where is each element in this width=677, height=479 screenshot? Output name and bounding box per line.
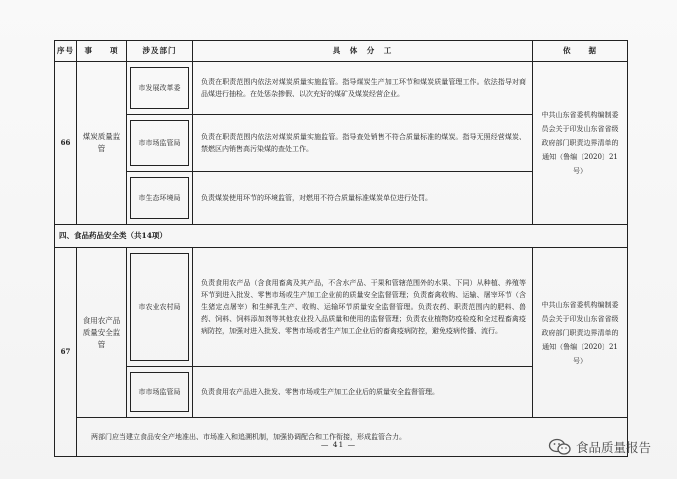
duty-text: 负责煤炭使用环节的环境监管，对燃用不符合质量标准煤炭单位进行处罚。 — [193, 172, 533, 225]
header-desc: 具 体 分 工 — [193, 41, 533, 62]
row-item: 煤炭质量监管 — [77, 62, 127, 225]
dept-label: 市发展改革委 — [130, 67, 189, 109]
section-title: 四、食品药品安全类（共14项） — [55, 225, 628, 248]
watermark-text: 食品质量报告 — [575, 440, 651, 455]
dept-label: 市市场监管局 — [130, 120, 189, 166]
row-item: 食用农产品质量安全监管 — [77, 248, 127, 418]
duty-text: 负责食用农产品进入批发、零售市场或生产加工企业后的质量安全监督管理。 — [193, 367, 533, 418]
dept-label: 市生态环境局 — [130, 177, 189, 219]
header-basis: 依 据 — [533, 41, 628, 62]
basis-text: 中共山东省委机构编制委员会关于印发山东省省级政府部门职责边界清单的通知（鲁编〔2020〕21号） — [533, 62, 628, 225]
responsibility-table — [54, 40, 628, 457]
section-heading-row — [55, 225, 628, 248]
table-row — [55, 418, 628, 457]
header-no: 序号 — [55, 41, 77, 62]
duty-text: 负责食用农产品（含食用畜禽及其产品，不含水产品、干果和管辖范围外的水果、下同）从种植、养殖等环节到进入批发、零售市场或生产加工企业前的质量安全监督管理；负责畜禽收购、运输、屠宰环节（含生猪定点屠宰）和生鲜乳生产、收购、运输环节质量安全监督管理。负责农药、职责范围内的肥料、兽药、饲料、饲料添加剂等其他农业投入品质量和使用的监督管理；负责农业植物防疫检疫和全过程畜禽疫病防控，加强对进入批发、零售市场或者生产加工企业后的畜禽疫病防控，避免疫病传播、流行。 — [193, 248, 533, 367]
dept-label: 市市场监管局 — [130, 372, 189, 412]
wechat-icon — [548, 438, 572, 456]
coordination-note: 两部门应当建立食品安全产地准出、市场准入和追溯机制，加强协调配合和工作衔接，形成监管合力。 — [77, 418, 628, 457]
row-number: 67 — [55, 248, 77, 457]
duty-text: 负责在职责范围内依法对煤炭质量实施监管。指导煤炭生产加工环节和煤炭质量管理工作。依法指导对商品煤进行抽检。在处惩杂掺假、以次充好的煤矿及煤炭经营企业。 — [193, 62, 533, 115]
source-watermark — [548, 438, 651, 456]
dept-label: 市农业农村局 — [130, 253, 189, 361]
header-item: 事 项 — [77, 41, 127, 62]
duty-text: 负责在职责范围内依法对煤炭质量实施监管。指导查处销售不符合质量标准的煤炭。指导无照经营煤炭、禁燃区内销售高污染煤的查处工作。 — [193, 115, 533, 172]
table-row — [55, 248, 628, 367]
row-number: 66 — [55, 62, 77, 225]
table-header-row — [55, 41, 628, 62]
page-number: — 41 — — [320, 440, 357, 449]
table-row — [55, 62, 628, 115]
basis-text: 中共山东省委机构编制委员会关于印发山东省省级政府部门职责边界清单的通知（鲁编〔2020〕21号） — [533, 248, 628, 418]
header-dept: 涉及部门 — [127, 41, 193, 62]
